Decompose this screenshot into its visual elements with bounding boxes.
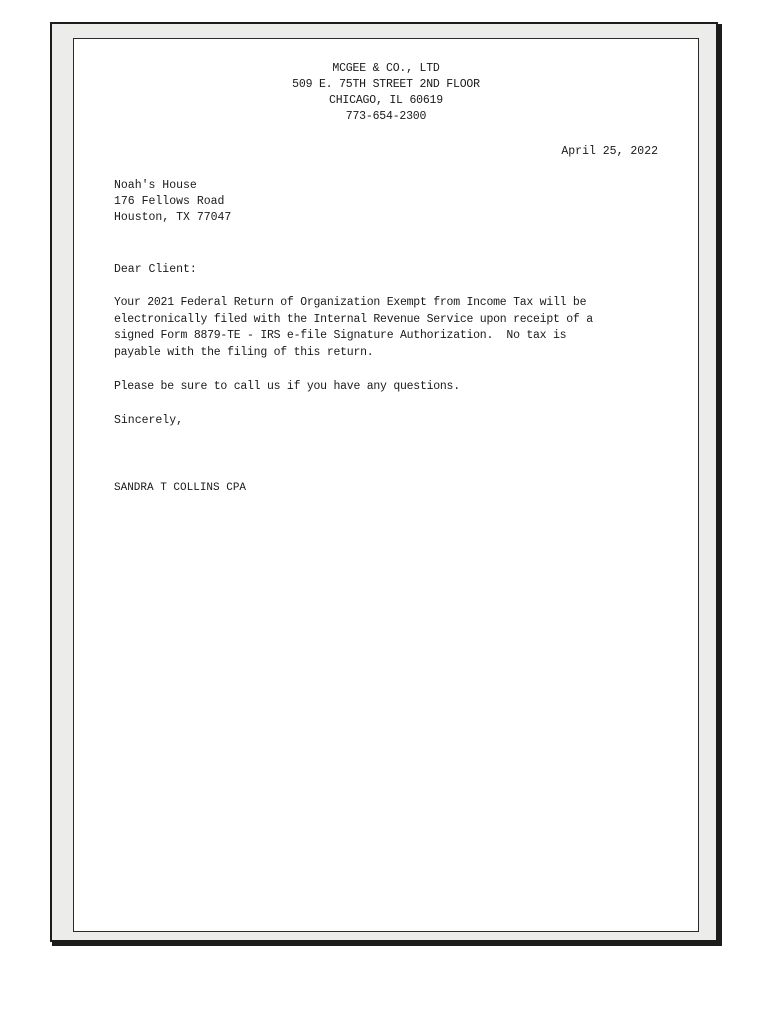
closing-note: Please be sure to call us if you have any questions. [114,380,460,393]
body-paragraph [114,295,674,361]
letterhead [74,61,698,125]
body-line: electronically filed with the Internal Revenue Service upon receipt of a [114,312,593,326]
recipient-city-state-zip: Houston, TX 77047 [114,211,232,224]
letter-date: April 25, 2022 [561,145,658,158]
recipient-name: Noah's House [114,179,197,192]
signoff: Sincerely, [114,414,184,427]
signature-name: SANDRA T COLLINS CPA [114,482,247,494]
body-line: payable with the filing of this return. [114,345,374,359]
firm-name: MCGEE & CO., LTD [332,62,440,75]
salutation: Dear Client: [114,263,197,276]
letter-page [73,38,699,932]
body-line: signed Form 8879-TE - IRS e-file Signature Authorization. No tax is [114,329,567,342]
recipient-address-block [114,178,231,226]
firm-phone: 773-654-2300 [345,110,427,123]
firm-city-state-zip: CHICAGO, IL 60619 [329,94,443,107]
recipient-street: 176 Fellows Road [114,195,225,208]
body-line: Your 2021 Federal Return of Organization Exempt from Income Tax will be [114,296,587,309]
firm-street-address: 509 E. 75TH STREET 2ND FLOOR [292,78,480,91]
